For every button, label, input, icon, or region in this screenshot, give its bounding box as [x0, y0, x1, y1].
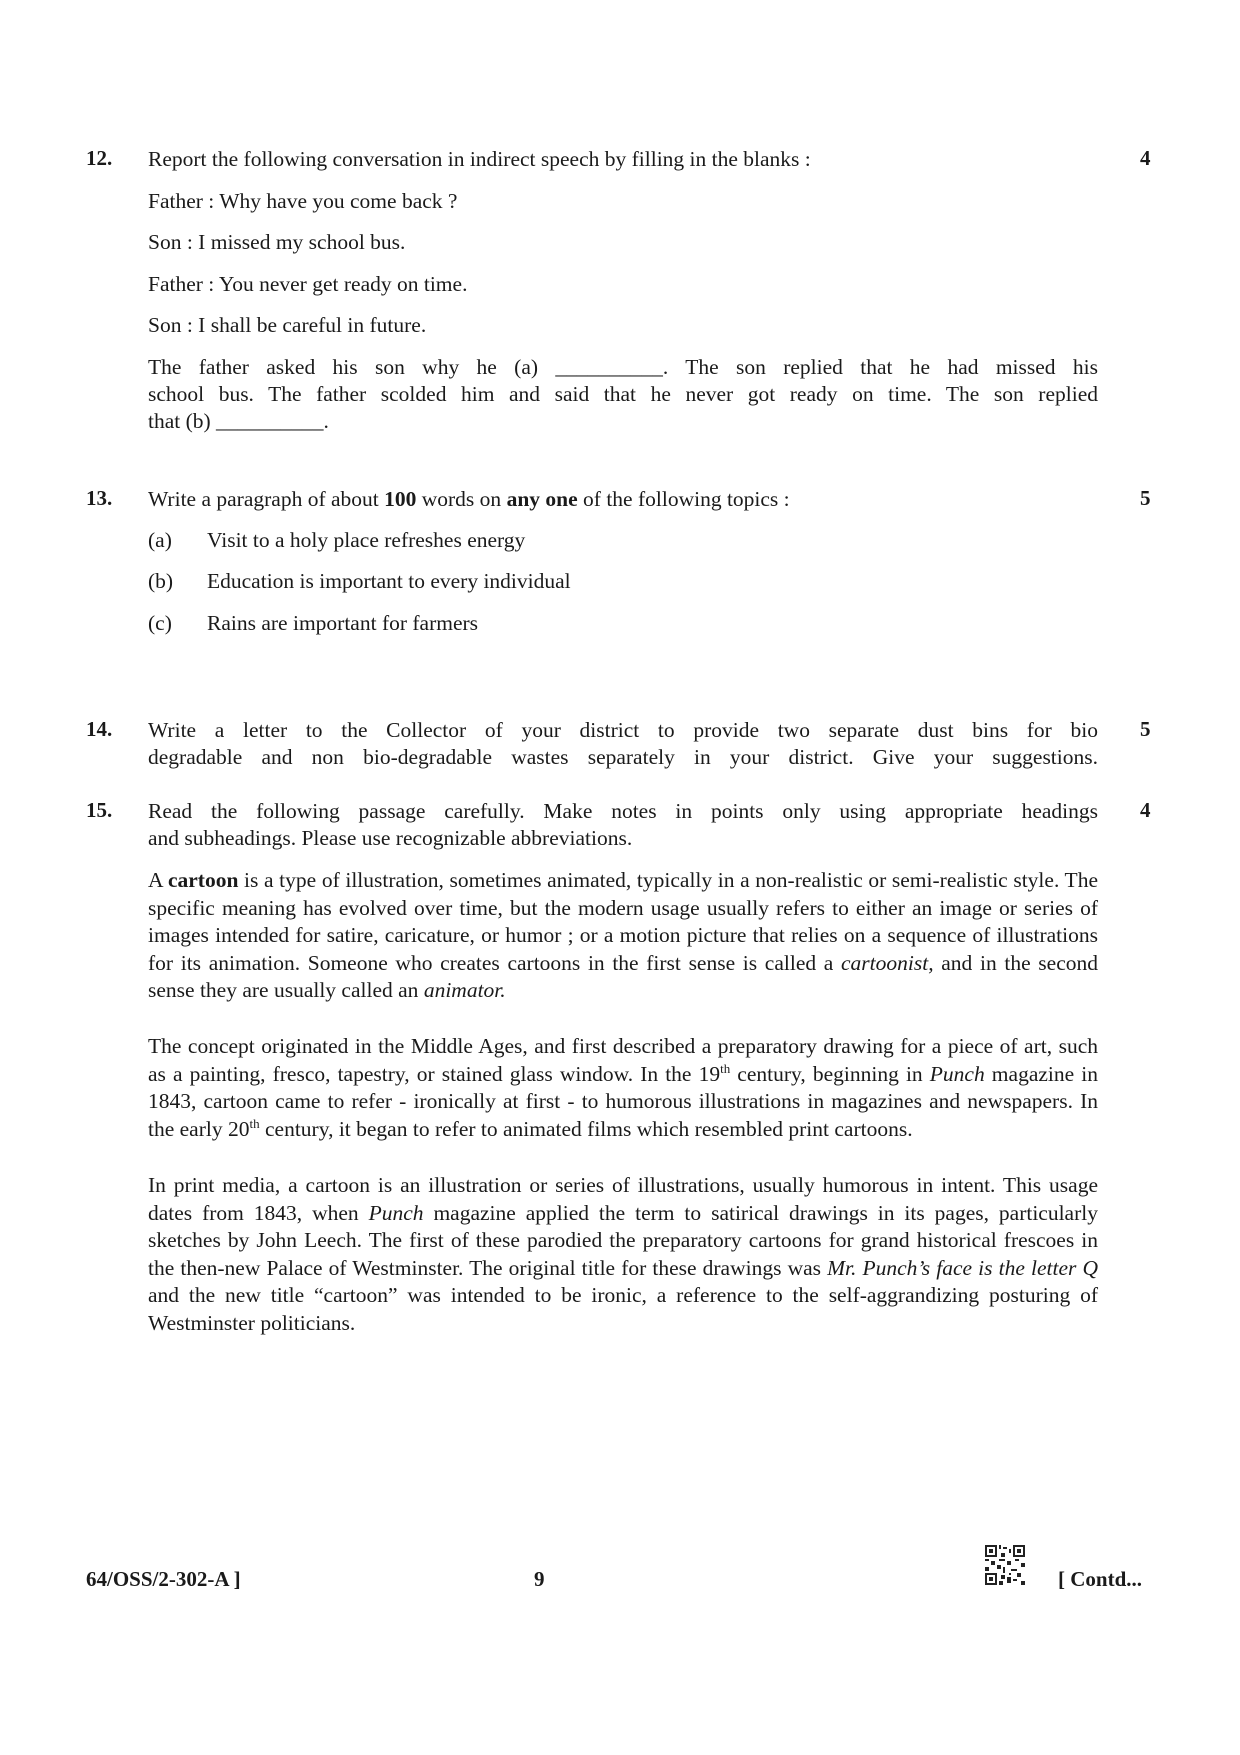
prompt-bold: 100 — [384, 487, 417, 511]
passage-line: school bus. The father scolded him and said that he never got ready on time. The son replied — [148, 382, 1098, 406]
question-marks: 4 — [1140, 798, 1151, 822]
question-number: 13. — [86, 486, 113, 510]
dialogue-line: Son : I missed my school bus. — [148, 230, 406, 254]
question-marks: 4 — [1140, 146, 1151, 170]
paper-code: 64/OSS/2-302-A ] — [86, 1567, 241, 1591]
text: and the new title “cartoon” was intended to be ironic, a reference to the self-aggrandizing posturing of Westminster politicians. — [148, 1283, 1098, 1335]
prompt-bold: any one — [506, 487, 578, 511]
text: A — [148, 868, 168, 892]
prompt-text: Write a paragraph of about — [148, 487, 385, 511]
question-marks: 5 — [1140, 486, 1151, 510]
text: is a type of illustration, sometimes animated, typically in a non-realistic or semi-realistic style. The specific meaning has evolved over time, but the modern usage usually refers to either an image or series of images intended for satire, caricature, or humor ; or a motion picture that relies on a sequence of illustrations for its animation. Someone who creates cartoons in the first sense is called a — [148, 868, 1098, 975]
dialogue-line: Father : You never get ready on time. — [148, 272, 468, 296]
italic-term: Punch — [929, 1061, 985, 1086]
question-marks: 5 — [1140, 717, 1151, 741]
option-label: (c) — [148, 611, 172, 635]
italic-term: Punch — [368, 1200, 424, 1225]
qr-code-icon — [985, 1545, 1025, 1585]
italic-term: cartoonist, — [841, 950, 934, 975]
dialogue-line: Son : I shall be careful in future. — [148, 313, 427, 337]
text: In print media, a cartoon is an illustration or series of illustrations, usually humorous in intent. This usage dates from 1843, when — [148, 1173, 1098, 1225]
text: century, it began to refer to animated films which resembled print cartoons. — [259, 1116, 913, 1141]
question-prompt: Report the following conversation in indirect speech by filling in the blanks : — [148, 147, 811, 171]
option-text: Visit to a holy place refreshes energy — [207, 528, 526, 552]
superscript: th — [720, 1060, 731, 1076]
question-text-line: degradable and non bio-degradable wastes separately in your district. Give your suggestions. — [148, 745, 1098, 769]
text: magazine in 1843, cartoon came to refer - ironically at first - to humorous illustrations in magazines and newspapers. In the early 20 — [148, 1061, 1098, 1141]
passage-paragraph-1 — [148, 867, 1098, 1005]
option-text: Rains are important for farmers — [207, 611, 479, 635]
passage-paragraph-2 — [148, 1033, 1098, 1143]
option-text: Education is important to every individual — [207, 569, 571, 593]
passage-paragraph-3 — [148, 1172, 1098, 1338]
prompt-text: words on — [416, 487, 507, 511]
question-text-line: and subheadings. Please use recognizable abbreviations. — [148, 826, 633, 850]
text: The concept originated in the Middle Ages, and first described a preparatory drawing for a piece of art, such as a painting, fresco, tapestry, or stained glass window. In the 19 — [148, 1034, 1098, 1086]
dialogue-line: Father : Why have you come back ? — [148, 189, 458, 213]
bold-term: cartoon — [167, 868, 239, 892]
italic-term: animator. — [423, 978, 506, 1003]
continued-marker: [ Contd... — [1058, 1567, 1143, 1591]
option-label: (a) — [148, 528, 172, 552]
passage-line: The father asked his son why he (a) __________. The son replied that he had missed his — [148, 355, 1098, 379]
prompt-text: of the following topics : — [577, 487, 790, 511]
page-number: 9 — [534, 1567, 545, 1591]
question-number: 15. — [86, 798, 113, 822]
text: magazine applied the term to satirical drawings in its pages, particularly sketches by John Leech. The first of these parodied the preparatory cartoons for grand historical frescoes in the then-new Palace of Westminster. The original title for these drawings was — [148, 1200, 1098, 1280]
question-number: 14. — [86, 717, 113, 741]
superscript: th — [249, 1115, 260, 1131]
passage-line: that (b) __________. — [148, 409, 329, 433]
text: and in the second sense they are usually called an — [148, 950, 1098, 1003]
question-number: 12. — [86, 146, 113, 170]
question-text-line: Read the following passage carefully. Make notes in points only using appropriate headings — [148, 799, 1098, 823]
text: century, beginning in — [730, 1061, 930, 1086]
question-prompt — [148, 486, 790, 514]
question-text-line: Write a letter to the Collector of your district to provide two separate dust bins for bio — [148, 718, 1098, 742]
option-label: (b) — [148, 569, 174, 593]
italic-term: Mr. Punch’s face is the letter Q — [827, 1255, 1098, 1280]
